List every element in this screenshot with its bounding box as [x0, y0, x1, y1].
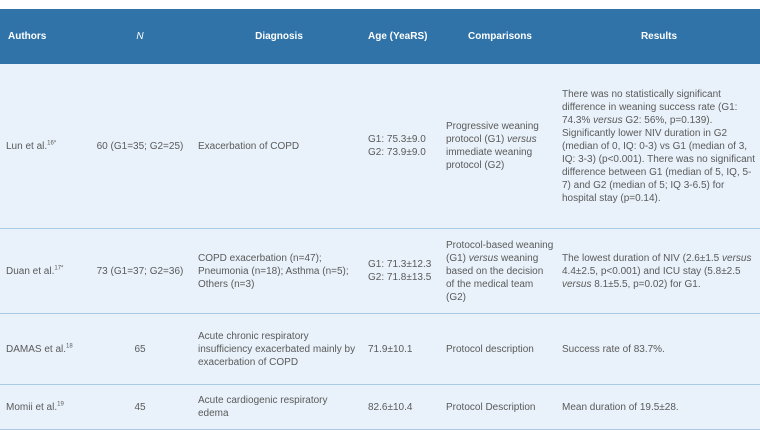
header-authors: Authors [8, 31, 47, 42]
table-row [0, 64, 760, 229]
diagnosis-cell: COPD exacerbation (n=47); Pneumonia (n=18); Asthma (n=5); Others (n=3) [198, 252, 349, 290]
age-cell: 82.6±10.4 [368, 401, 413, 413]
author-cell: Momii et al.$^{19}$ [6, 401, 64, 413]
results-cell: Mean duration of 19.5±28. [562, 401, 679, 413]
table-row [0, 229, 760, 314]
age-cell: G1: 75.3±9.0 G2: 73.9±9.0 [368, 134, 426, 158]
results-table [0, 9, 760, 430]
results-cell: Success rate of 83.7%. [562, 343, 665, 355]
table-header [0, 9, 760, 64]
age-cell: G1: 71.3±12.3 G2: 71.8±13.5 [368, 259, 432, 283]
diagnosis-cell: Acute cardiogenic respiratory edema [198, 395, 328, 419]
comparisons-cell: Protocol-based weaning (G1) versus weaning based on the decision of the medical team (G2) [446, 239, 554, 303]
diagnosis-cell: Acute chronic respiratory insufficiency exacerbated mainly by exacerbation of COPD [198, 330, 356, 368]
author-cell: Lun et al.$^{16*}$ [6, 140, 57, 152]
comparisons-cell: Protocol description [446, 343, 534, 355]
top-margin [0, 0, 760, 9]
table-row [0, 314, 760, 385]
age-cell: 71.9±10.1 [368, 343, 413, 355]
table-row [0, 385, 760, 430]
header-n: N [136, 31, 144, 42]
header-diagnosis: Diagnosis [255, 31, 303, 42]
diagnosis-cell: Exacerbation of COPD [198, 140, 300, 152]
comparisons-cell: Progressive weaning protocol (G1) versus immediate weaning protocol (G2) [446, 121, 539, 171]
header-age: Age (YeaRS) [368, 31, 428, 42]
n-cell: 65 [134, 343, 146, 355]
author-cell: DAMAS et al.$^{18}$ [6, 343, 73, 355]
header-results: Results [640, 31, 678, 42]
header-comparisons: Comparisons [468, 31, 532, 42]
n-cell: 73 (G1=37; G2=36) [96, 265, 184, 277]
n-cell: 45 [134, 401, 146, 413]
comparisons-cell: Protocol Description [446, 401, 536, 413]
n-cell: 60 (G1=35; G2=25) [96, 140, 184, 152]
author-cell: Duan et al.$^{17*}$ [6, 265, 64, 277]
results-cell: The lowest duration of NIV (2.6±1.5 versus 4.4±2.5, p<0.001) and ICU stay (5.8±2.5 versus 8.1±5.5, p=0.02) for G1. [562, 252, 752, 290]
results-cell: There was no statistically significant difference in weaning success rate (G1: 74.3% versus G2: 56%, p=0.139). Significantly lower NIV duration in G2 (median of 0, IQ: 0-3) vs G1 (median of 3, IQ: 3-3) (p<0.001). There was no significant difference between G1 (median of 5, IQ, 5-7) and G2 (median of 5; IQ 3-6.5) for hospital stay (p=0.14). [562, 88, 755, 204]
